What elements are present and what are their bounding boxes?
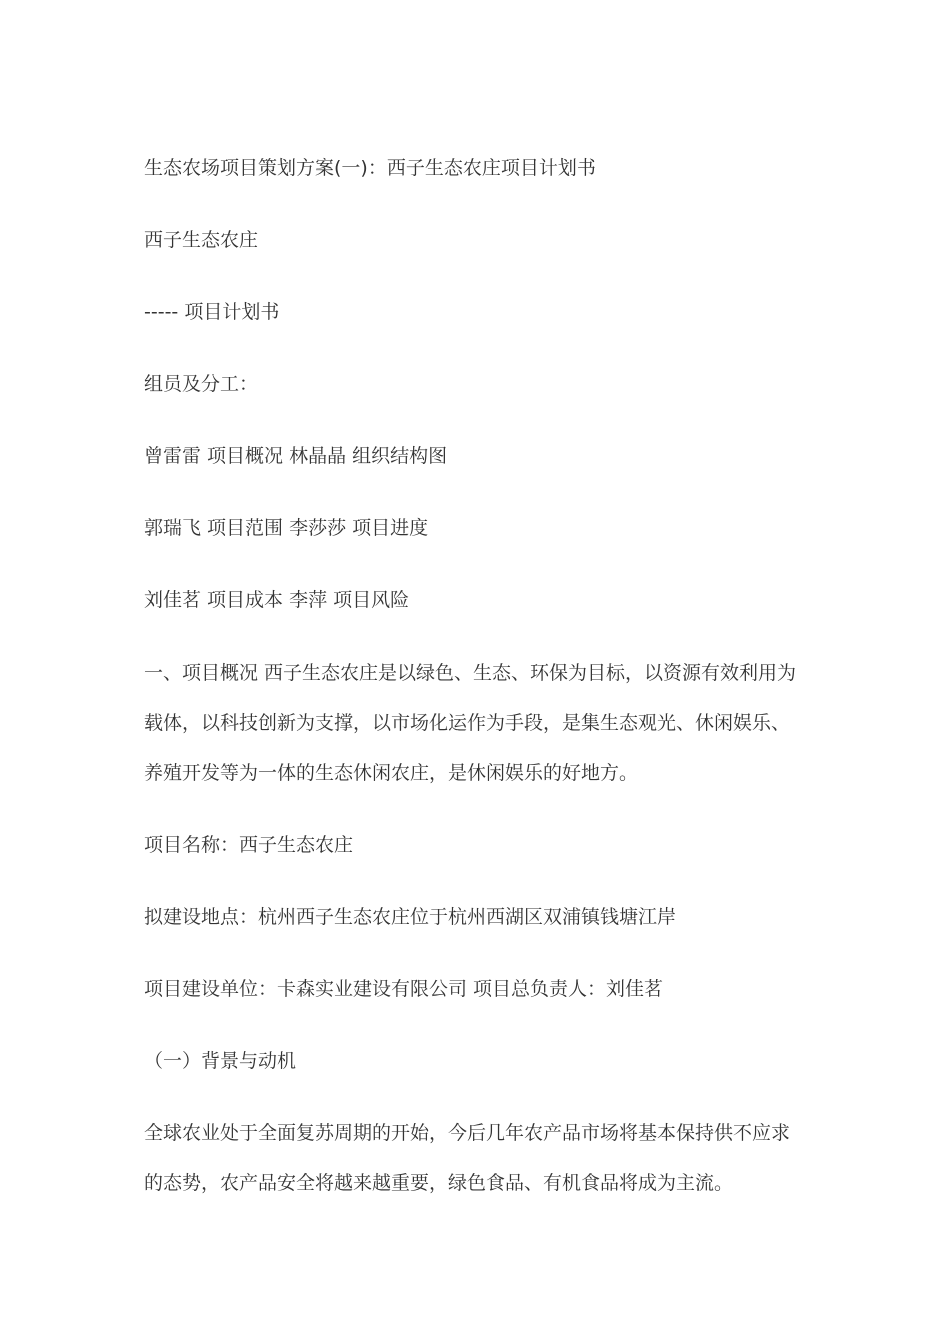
project-location: 拟建设地点：杭州西子生态农庄位于杭州西湖区双浦镇钱塘江岸 bbox=[144, 906, 677, 928]
background-paragraph-line: 全球农业处于全面复苏周期的开始，今后几年农产品市场将基本保持供不应求 bbox=[144, 1122, 791, 1144]
member-line: 曾雷雷 项目概况 林晶晶 组织结构图 bbox=[144, 445, 448, 467]
member-line: 郭瑞飞 项目范围 李莎莎 项目进度 bbox=[144, 517, 429, 539]
document-subtitle: ----- 项目计划书 bbox=[144, 301, 280, 323]
overview-paragraph-line: 载体，以科技创新为支撑，以市场化运作为手段，是集生态观光、休闲娱乐、 bbox=[144, 712, 791, 734]
section-heading: （一）背景与动机 bbox=[144, 1050, 297, 1072]
project-name: 项目名称：西子生态农庄 bbox=[144, 834, 354, 856]
members-heading: 组员及分工： bbox=[144, 373, 259, 395]
overview-paragraph-line: 一、项目概况 西子生态农庄是以绿色、生态、环保为目标，以资源有效利用为 bbox=[144, 662, 797, 684]
document-title: 生态农场项目策划方案(一)：西子生态农庄项目计划书 bbox=[144, 157, 596, 179]
background-paragraph-line: 的态势，农产品安全将越来越重要，绿色食品、有机食品将成为主流。 bbox=[144, 1172, 734, 1194]
overview-paragraph-line: 养殖开发等为一体的生态休闲农庄，是休闲娱乐的好地方。 bbox=[144, 762, 639, 784]
member-line: 刘佳茗 项目成本 李萍 项目风险 bbox=[144, 589, 410, 611]
farm-name: 西子生态农庄 bbox=[144, 229, 259, 251]
project-unit: 项目建设单位：卡森实业建设有限公司 项目总负责人：刘佳茗 bbox=[144, 978, 664, 1000]
